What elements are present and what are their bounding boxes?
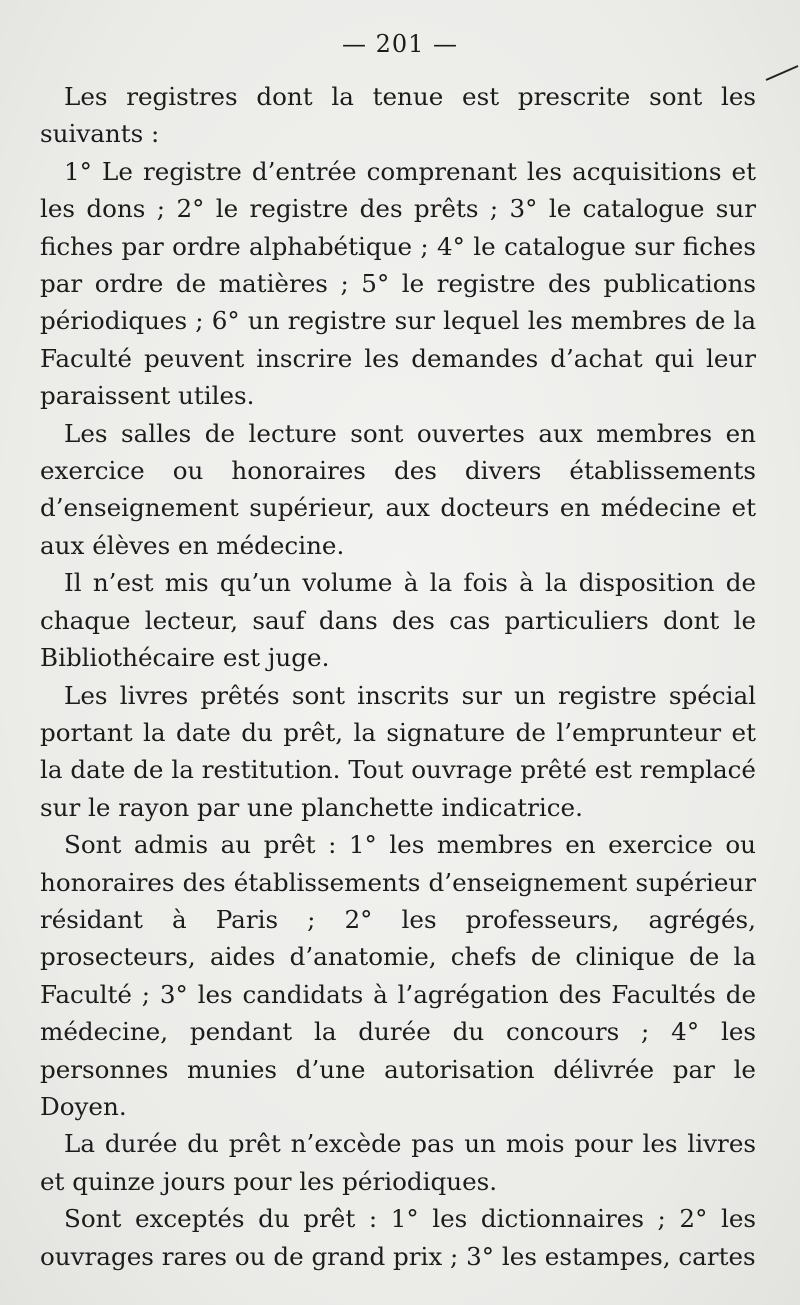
paragraph-register-list: 1° Le registre d’entrée comprenant les acquisitions et les dons ; 2° le registre des prêts ; 3° le catalogue sur fiches par ordre alphabétique ; 4° le catalogue sur fiches par ordre de matières ; 5° le registre des publications périodiques ; 6° un registre sur lequel les membres de la Faculté peuvent inscrire les demandes d’achat qui leur paraissent utiles. (40, 156, 756, 411)
page-number: — 201 — (341, 30, 459, 58)
paragraph-loan-exceptions: Sont exceptés du prêt : 1° les dictionnaires ; 2° les ouvrages rares ou de grand prix ; 3° les estampes, cartes (40, 1204, 756, 1271)
paragraph-loan-duration: La durée du prêt n’excède pas un mois pour les livres et quinze jours pour les périodiques. (40, 1129, 756, 1196)
paragraph-reading-rooms: Les salles de lecture sont ouvertes aux membres en exercice ou honoraires des divers établissements d’enseignement supérieur, aux docteurs en médecine et aux élèves en médecine. (40, 418, 756, 560)
paragraph-registers: Les registres dont la tenue est prescrite sont les suivants : (40, 82, 756, 149)
paragraph-lent-books: Les livres prêtés sont inscrits sur un registre spécial portant la date du prêt, la signature de l’emprunteur et la date de la restitution. Tout ouvrage prêté est remplacé sur le rayon par une planchette indicatrice. (40, 680, 756, 822)
paragraph-loan-eligibility: Sont admis au prêt : 1° les membres en exercice ou honoraires des établissements d’enseignement supérieur résidant à Paris ; 2° les professeurs, agrégés, prosecteurs, aides d’anatomie, chefs de clinique de la Faculté ; 3° les candidats à l’agrégation des Facultés de médecine, pendant la durée du concours ; 4° les personnes munies d’une autorisation délivrée par le Doyen. (40, 830, 756, 1121)
body-text (40, 78, 756, 1275)
paragraph-volume-limit: Il n’est mis qu’un volume à la fois à la disposition de chaque lecteur, sauf dans des cas particuliers dont le Bibliothécaire est juge. (40, 568, 756, 673)
margin-pencil-mark (764, 62, 800, 86)
